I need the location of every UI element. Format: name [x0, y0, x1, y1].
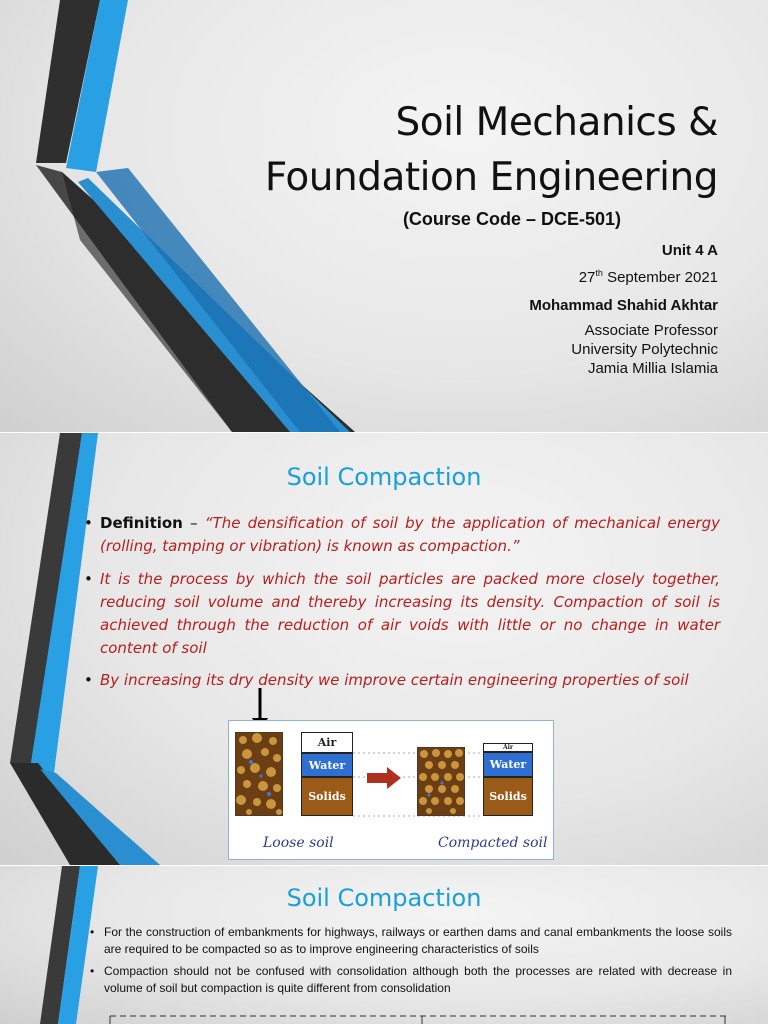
air-phase: Air — [301, 732, 353, 753]
unit-label: Unit 4 A — [661, 242, 718, 259]
date-rest: September 2021 — [602, 269, 718, 286]
loose-phase-diagram — [301, 732, 353, 816]
definition-block — [100, 512, 720, 558]
bullet-dry-density — [84, 669, 720, 692]
slide-title — [0, 0, 768, 432]
bullet-definition — [84, 512, 720, 558]
bullet-text: By increasing its dry density we improve certain engineering properties of soil — [100, 671, 689, 689]
bullet-icon: • — [90, 925, 95, 939]
definition-label: Definition — [100, 514, 183, 532]
solids-phase: Solids — [301, 777, 353, 816]
water-phase: Water — [483, 752, 533, 777]
compaction-figure — [228, 720, 554, 860]
presentation-date — [579, 268, 718, 286]
bullet-embankments — [90, 924, 732, 958]
slide-title: Soil Compaction — [286, 884, 482, 912]
author-name: Mohammad Shahid Akhtar — [529, 297, 718, 314]
author-institution: University Polytechnic — [571, 341, 718, 358]
bullet-icon: • — [84, 514, 93, 532]
title-line-2: Foundation Engineering — [264, 155, 718, 200]
air-phase: Air — [483, 743, 533, 752]
presentation-title — [265, 95, 718, 205]
date-suffix: th — [595, 268, 603, 278]
solids-phase: Solids — [483, 777, 533, 816]
compacted-soil-label: Compacted soil — [438, 835, 548, 851]
bullet-process — [84, 568, 720, 660]
process-arrow-icon — [367, 767, 403, 789]
compacted-phase-diagram — [483, 743, 533, 816]
compacted-soil-icon — [417, 747, 465, 816]
loose-soil-label: Loose soil — [263, 835, 334, 851]
water-phase: Water — [301, 753, 353, 777]
bullet-text: It is the process by which the soil particles are packed more closely together, reducing soil volume and thereby increasing its density. Compaction of soil is achieved through the reduction of air voids with little or no change in water content of soil — [100, 570, 720, 657]
dashed-table-border — [108, 1012, 728, 1024]
bullet-text: For the construction of embankments for highways, railways or earthen dams and canal embankments the loose soils are required to be compacted so as to improve engineering characteristics of soils — [104, 925, 732, 956]
title-line-1: Soil Mechanics & — [395, 100, 718, 145]
bullet-consolidation — [90, 963, 732, 997]
loose-soil-icon — [235, 732, 283, 816]
bullet-text: Compaction should not be confused with consolidation although both the processes are related with decrease in volume of soil but compaction is quite different from consolidation — [104, 964, 732, 995]
author-university: Jamia Millia Islamia — [587, 360, 718, 377]
slide-title: Soil Compaction — [286, 463, 482, 491]
bullet-icon: • — [84, 671, 93, 689]
definition-dash: – — [182, 514, 205, 532]
bullet-icon: • — [90, 964, 95, 978]
slide-soil-compaction-2 — [0, 866, 768, 1024]
definition-text: “The densification of soil by the application of mechanical energy (rolling, tamping or vibration) is known as compaction.” — [100, 514, 720, 555]
date-day: 27 — [578, 269, 596, 286]
author-designation: Associate Professor — [584, 322, 718, 339]
slide-soil-compaction-1 — [0, 433, 768, 865]
bullet-icon: • — [84, 570, 93, 588]
course-code: (Course Code – DCE-501) — [402, 209, 621, 229]
